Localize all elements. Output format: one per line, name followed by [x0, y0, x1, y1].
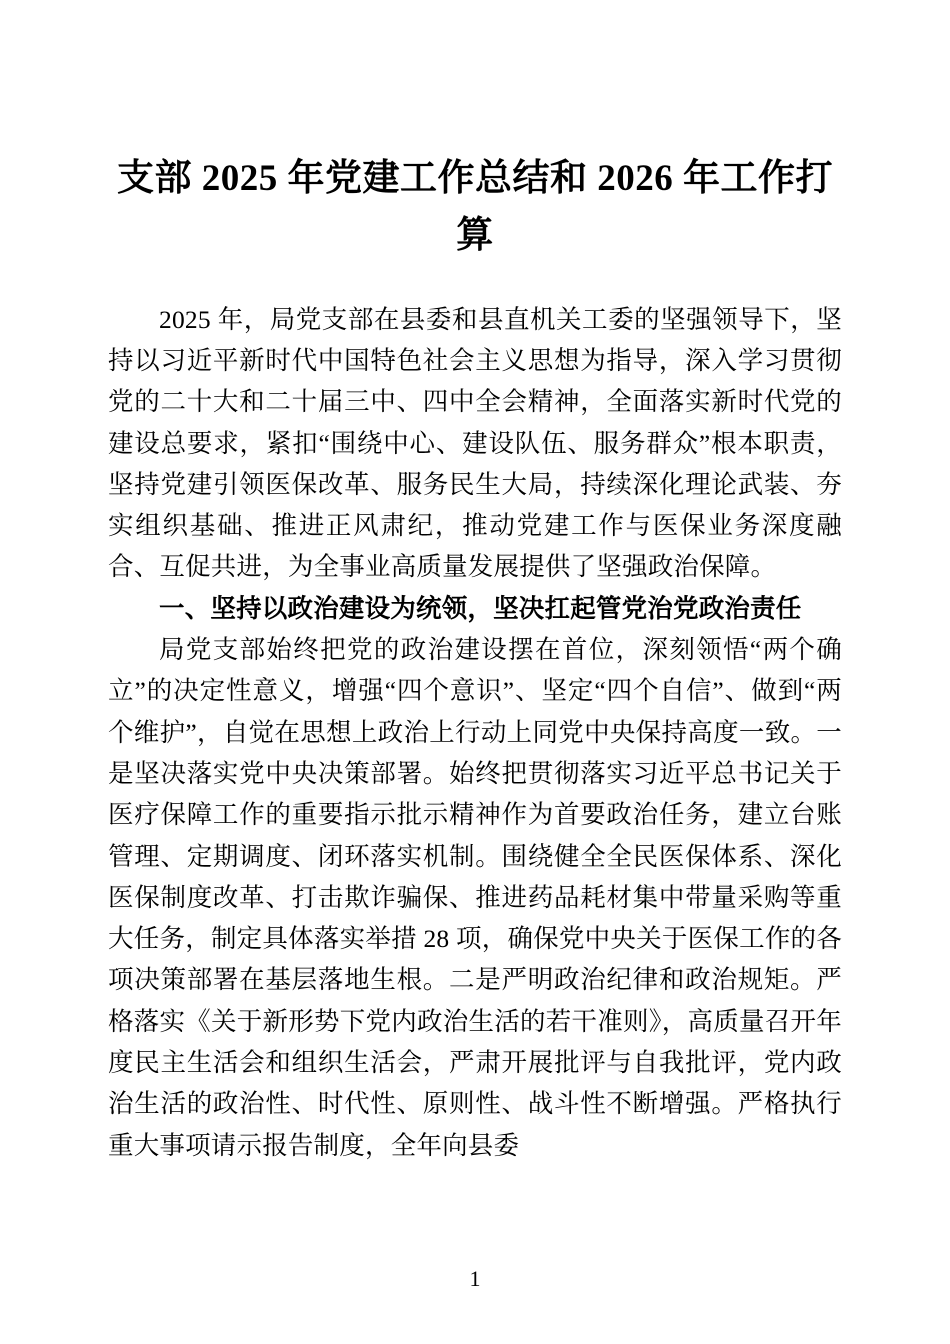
paragraph-intro: 2025 年，局党支部在县委和县直机关工委的坚强领导下，坚持以习近平新时代中国特色社会主义思想为指导，深入学习贯彻党的二十大和二十届三中、四中全会精神，全面落实新时代党的建设总要求，紧扣“围绕中心、建设队伍、服务群众”根本职责，坚持党建引领医保改革、服务民生大局，持续深化理论武装、夯实组织基础、推进正风肃纪，推动党建工作与医保业务深度融合、互促共进，为全事业高质量发展提供了坚强政治保障。 — [108, 304, 842, 582]
paragraph-section-1-body: 局党支部始终把党的政治建设摆在首位，深刻领悟“两个确立”的决定性意义，增强“四个意识”、坚定“四个自信”、做到“两个维护”，自觉在思想上政治上行动上同党中央保持高度一致。一是坚决落实党中央决策部署。始终把贯彻落实习近平总书记关于医疗保障工作的重要指示批示精神作为首要政治任务，建立台账管理、定期调度、闭环落实机制。围绕健全全民医保体系、深化医保制度改革、打击欺诈骗保、推进药品耗材集中带量采购等重大任务，制定具体落实举措 28 项，确保党中央关于医保工作的各项决策部署在基层落地生根。二是严明政治纪律和政治规矩。严格落实《关于新形势下党内政治生活的若干准则》，高质量召开年度民主生活会和组织生活会，严肃开展批评与自我批评，党内政治生活的政治性、时代性、原则性、战斗性不断增强。严格执行重大事项请示报告制度，全年向县委 — [108, 635, 842, 1160]
page-title: 支部 2025 年党建工作总结和 2026 年工作打算 — [117, 158, 833, 257]
section-heading-1: 一、坚持以政治建设为统领，坚决扛起管党治党政治责任 — [159, 593, 802, 623]
page-number: 1 — [469, 1266, 481, 1291]
